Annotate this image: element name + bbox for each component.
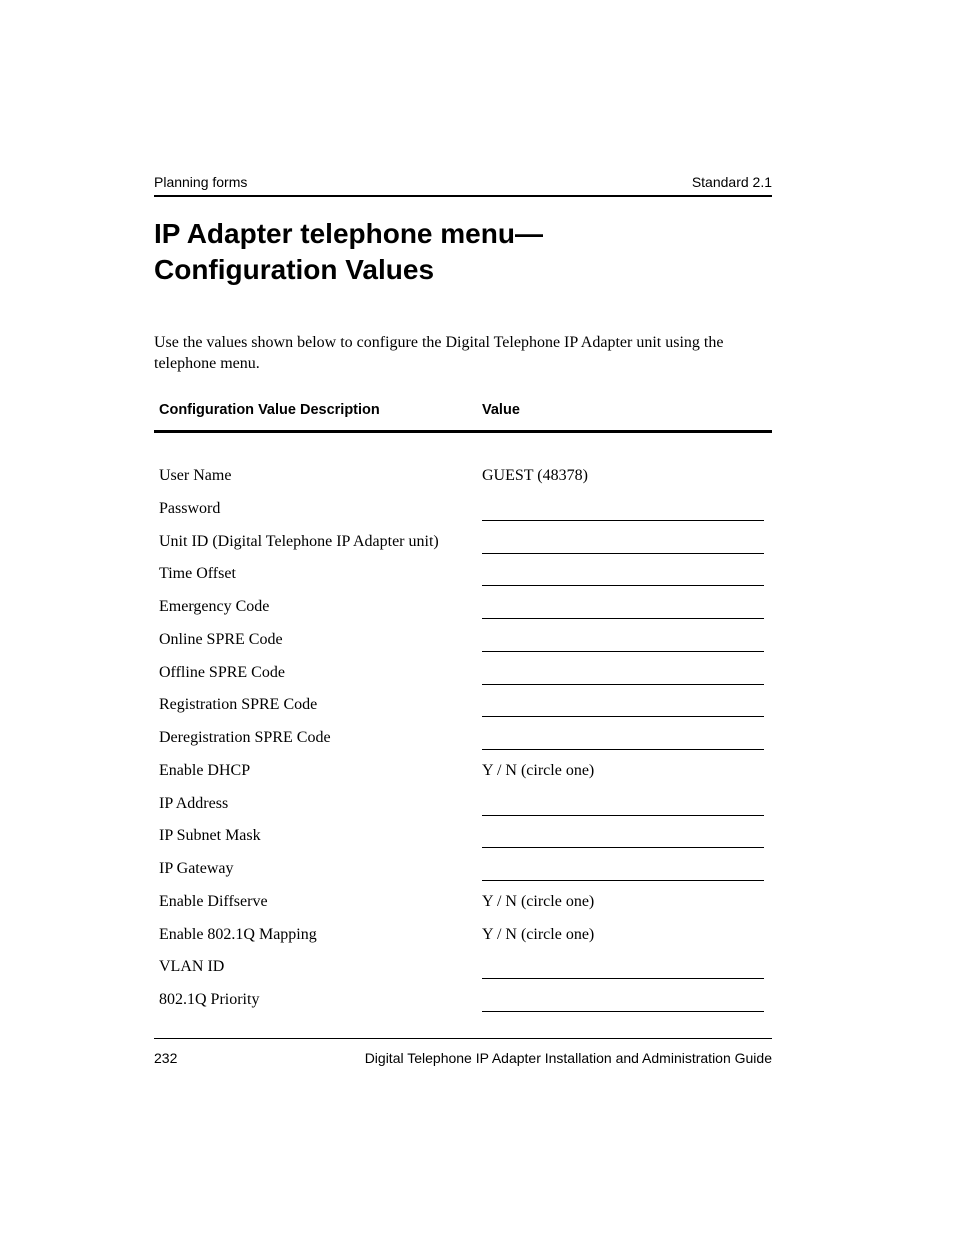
table-row [154, 625, 772, 658]
document-page [154, 0, 772, 1235]
running-footer [154, 1038, 772, 1066]
blank-value-line[interactable] [482, 880, 764, 881]
config-description: 802.1Q Priority [159, 991, 260, 1008]
table-row [154, 527, 772, 560]
config-value: Y / N (circle one) [482, 761, 595, 779]
config-description: Time Offset [159, 565, 236, 583]
column-header-value: Value [482, 402, 520, 418]
table-row [154, 920, 772, 953]
column-header-description: Configuration Value Description [159, 402, 380, 418]
config-value: Y / N (circle one) [482, 925, 595, 943]
blank-value-line[interactable] [482, 716, 764, 717]
config-description: Emergency Code [159, 598, 270, 615]
config-description: Enable Diffserve [159, 892, 268, 910]
config-description: Enable 802.1Q Mapping [159, 925, 317, 943]
page-title-line-1: IP Adapter telephone menu— [154, 218, 543, 249]
table-row [154, 821, 772, 854]
header-release: Standard 2.1 [691, 174, 772, 190]
config-description: Password [159, 499, 221, 517]
table-row [154, 985, 772, 1018]
blank-value-line[interactable] [482, 553, 764, 554]
config-description: Enable DHCP [159, 761, 251, 779]
blank-value-line[interactable] [482, 585, 764, 586]
config-description: Online SPRE Code [159, 630, 283, 648]
header-section: Planning forms [154, 174, 248, 190]
blank-value-line[interactable] [482, 1011, 764, 1012]
table-row [154, 592, 772, 625]
config-value: GUEST (48378) [482, 467, 588, 484]
config-description: VLAN ID [159, 958, 225, 976]
table-row [154, 952, 772, 985]
blank-value-line[interactable] [482, 815, 764, 816]
config-description: IP Gateway [159, 860, 234, 877]
config-description: IP Address [159, 794, 229, 812]
blank-value-line[interactable] [482, 520, 764, 521]
table-row [154, 494, 772, 527]
page-number: 232 [154, 1050, 178, 1066]
intro-paragraph: Use the values shown below to configure the Digital Telephone IP Adapter unit using the telephone menu. [154, 334, 724, 372]
guide-title: Digital Telephone IP Adapter Installation and Administration Guide [364, 1050, 772, 1066]
blank-value-line[interactable] [482, 847, 764, 848]
blank-value-line[interactable] [482, 749, 764, 750]
table-row [154, 559, 772, 592]
config-description: User Name [159, 467, 232, 484]
blank-value-line[interactable] [482, 684, 764, 685]
blank-value-line[interactable] [482, 618, 764, 619]
config-description: IP Subnet Mask [159, 827, 261, 845]
blank-value-line[interactable] [482, 978, 764, 979]
table-row [154, 854, 772, 887]
blank-value-line[interactable] [482, 651, 764, 652]
config-description: Offline SPRE Code [159, 663, 285, 681]
table-row [154, 461, 772, 494]
table-row [154, 658, 772, 691]
page-title [154, 216, 772, 288]
table-row [154, 789, 772, 822]
running-header [154, 174, 772, 197]
page-title-line-2: Configuration Values [154, 254, 435, 285]
config-description: Deregistration SPRE Code [159, 729, 331, 746]
config-description: Unit ID (Digital Telephone IP Adapter unit) [159, 532, 439, 550]
table-row [154, 690, 772, 723]
config-table-body [154, 461, 772, 1018]
table-row [154, 723, 772, 756]
table-row [154, 756, 772, 789]
table-row [154, 887, 772, 920]
table-header [154, 402, 772, 433]
config-value: Y / N (circle one) [482, 892, 595, 910]
config-description: Registration SPRE Code [159, 696, 318, 714]
